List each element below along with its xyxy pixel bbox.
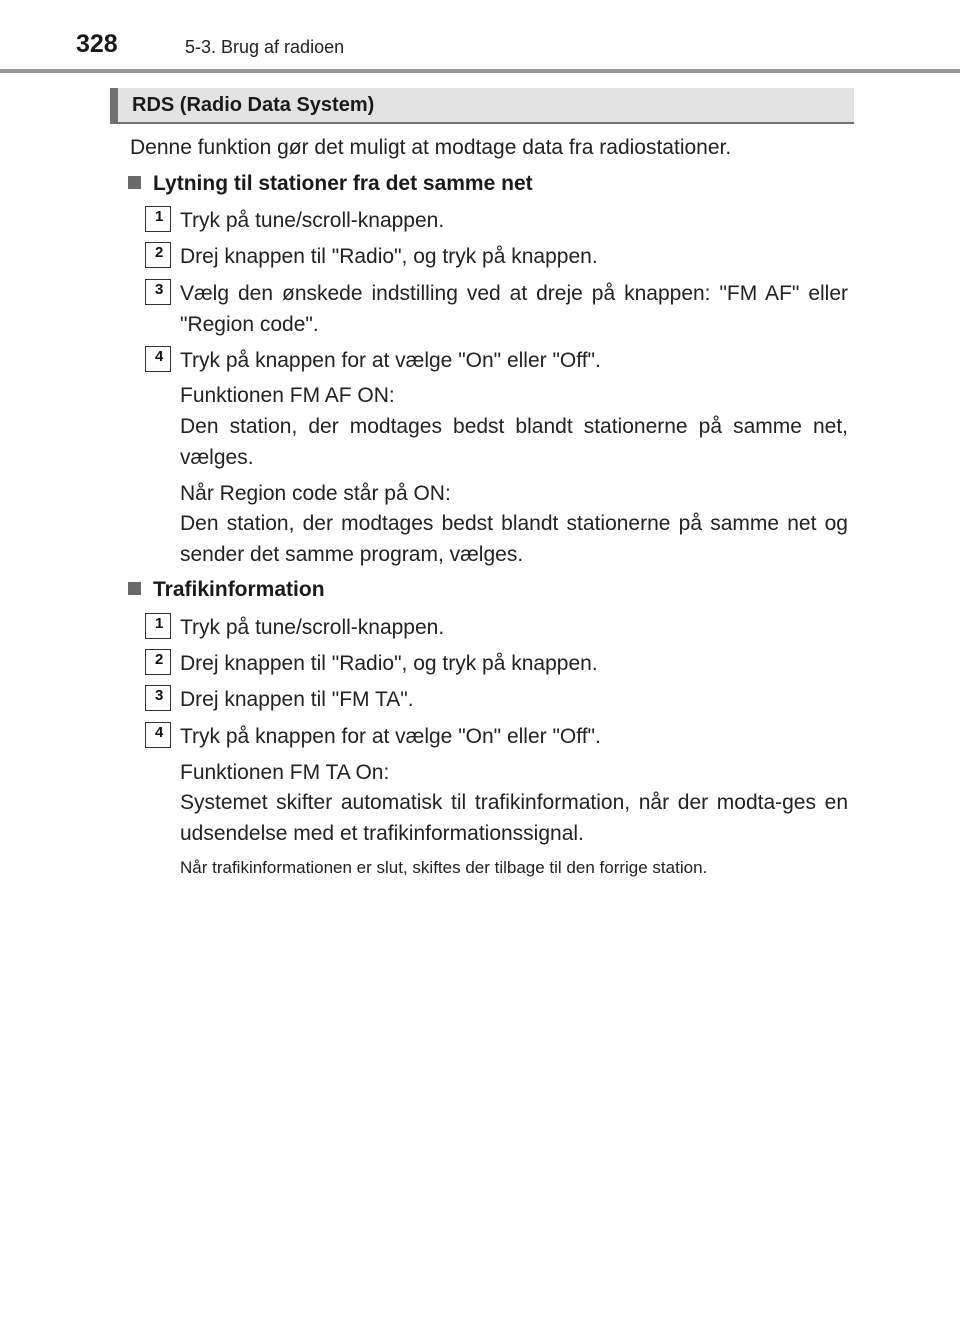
section-divider (110, 122, 854, 124)
step-text: Vælg den ønskede indstilling ved at dreje på knappen: "FM AF" eller "Region code". (180, 282, 848, 336)
note-text: Den station, der modtages bedst blandt stationerne på samme net og sender det samme program, vælges. (180, 512, 848, 566)
note-heading: Når Region code står på ON: (180, 482, 451, 505)
step-badge (145, 685, 171, 711)
step-number: 1 (155, 615, 164, 632)
note-text: Systemet skifter automatisk til trafikinformation, når der modta-ges en udsendelse med et trafikinformationssignal. (180, 791, 848, 845)
step-number: 3 (155, 687, 164, 704)
footnote-text: Når trafikinformationen er slut, skiftes der tilbage til den forrige station. (180, 858, 708, 877)
step-number: 2 (155, 651, 164, 668)
step-number: 4 (155, 724, 164, 741)
page-header (0, 0, 960, 72)
note-heading: Funktionen FM AF ON: (180, 384, 395, 407)
page-number: 328 (76, 30, 118, 58)
subsection-heading-1 (128, 168, 533, 199)
square-bullet-icon (128, 176, 141, 189)
step-badge (145, 649, 171, 675)
header-divider (0, 69, 960, 73)
step-text: Tryk på tune/scroll-knappen. (180, 209, 445, 232)
subsection-heading-2-text: Trafikinformation (153, 578, 325, 601)
note-heading: Funktionen FM TA On: (180, 761, 390, 784)
step-number: 2 (155, 244, 164, 261)
chapter-title: 5-3. Brug af radioen (185, 37, 345, 57)
subsection-heading-2 (128, 574, 325, 605)
square-bullet-icon (128, 582, 141, 595)
step-text: Drej knappen til "FM TA". (180, 688, 414, 711)
step-number: 3 (155, 281, 164, 298)
note-text: Den station, der modtages bedst blandt stationerne på samme net, vælges. (180, 415, 848, 469)
step-text: Drej knappen til "Radio", og tryk på knappen. (180, 245, 598, 268)
step-number: 1 (155, 208, 164, 225)
intro-text: Denne funktion gør det muligt at modtage data fra radiostationer. (130, 136, 732, 159)
section-heading (110, 88, 854, 122)
subsection-heading-1-text: Lytning til stationer fra det samme net (153, 172, 533, 195)
step-text: Drej knappen til "Radio", og tryk på knappen. (180, 652, 598, 675)
step-badge (145, 722, 171, 748)
section-heading-text: RDS (Radio Data System) (132, 94, 375, 116)
step-text: Tryk på knappen for at vælge "On" eller "Off". (180, 349, 601, 372)
step-badge (145, 613, 171, 639)
step-number: 4 (155, 348, 164, 365)
step-badge (145, 346, 171, 372)
step-text: Tryk på knappen for at vælge "On" eller "Off". (180, 725, 601, 748)
step-badge (145, 206, 171, 232)
step-badge (145, 279, 171, 305)
step-badge (145, 242, 171, 268)
step-text: Tryk på tune/scroll-knappen. (180, 616, 445, 639)
